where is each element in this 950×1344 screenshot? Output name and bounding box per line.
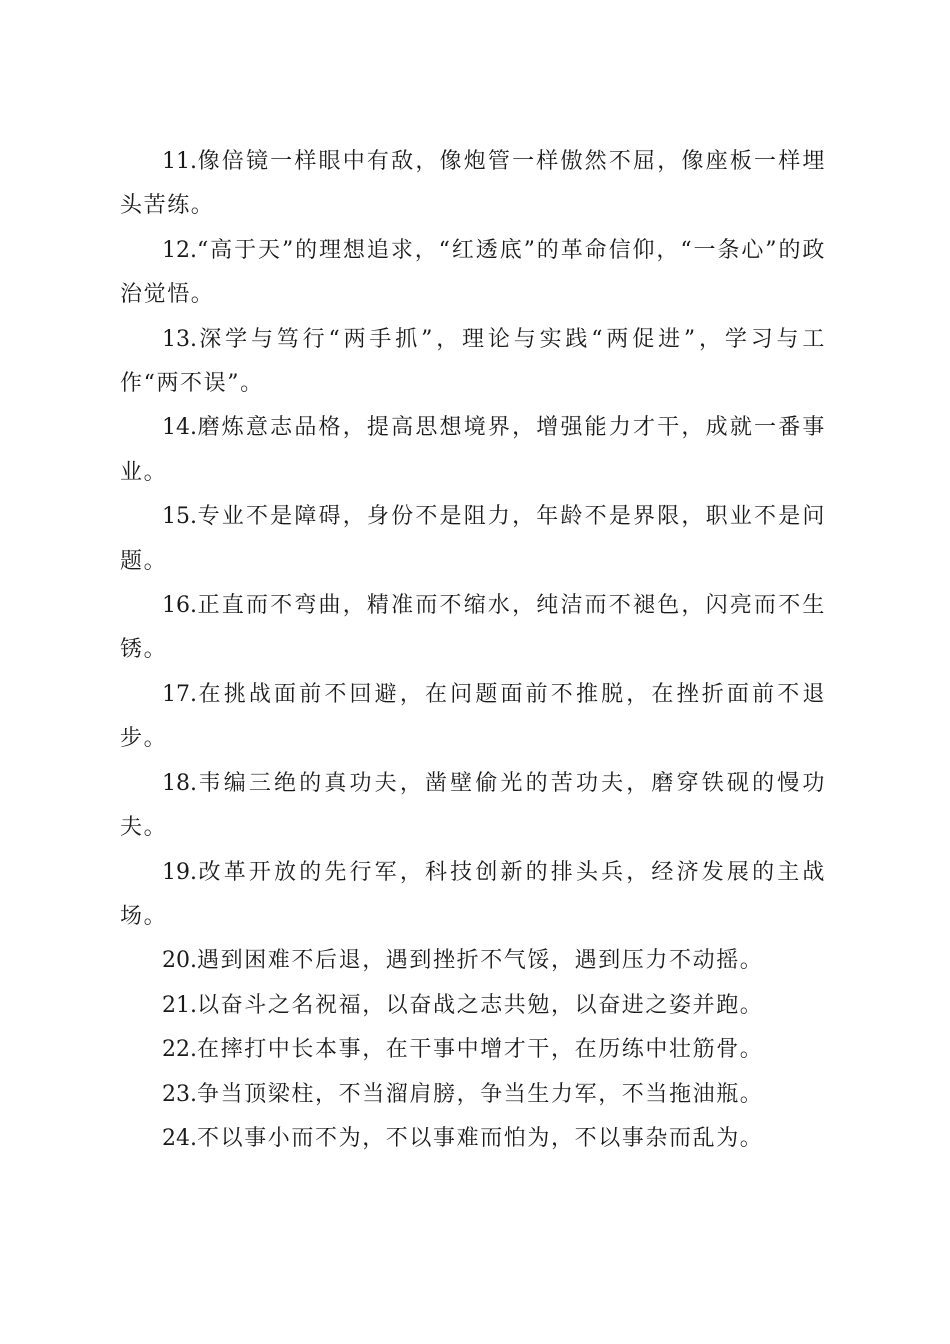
item-text: 改革开放的先行军，科技创新的排头兵，经济发展的主战场。 xyxy=(120,859,826,929)
item-text: 磨炼意志品格，提高思想境界，增强能力才干，成就一番事业。 xyxy=(120,415,826,485)
item-text: “高于天”的理想追求，“红透底”的革命信仰，“一条心”的政治觉悟。 xyxy=(120,237,826,308)
item-number: 12. xyxy=(162,237,197,263)
item-number: 20. xyxy=(162,948,197,974)
item-number: 11. xyxy=(162,149,197,174)
item-number: 21. xyxy=(162,992,197,1018)
list-item xyxy=(120,495,826,584)
list-item xyxy=(120,140,826,229)
list-item xyxy=(120,673,826,762)
list-item xyxy=(120,851,826,940)
item-number: 22. xyxy=(162,1037,197,1063)
item-text: 以奋斗之名祝福，以奋战之志共勉，以奋进之姿并跑。 xyxy=(197,992,764,1018)
item-number: 23. xyxy=(162,1081,197,1107)
document-body xyxy=(120,140,826,1161)
list-item xyxy=(120,939,826,983)
item-number: 13. xyxy=(162,326,197,352)
item-text: 在挑战面前不回避，在问题面前不推脱，在挫折面前不退步。 xyxy=(120,681,826,752)
list-item xyxy=(120,584,826,673)
item-text: 在摔打中长本事，在干事中增才干，在历练中壮筋骨。 xyxy=(197,1037,764,1063)
item-text: 不以事小而不为，不以事难而怕为，不以事杂而乱为。 xyxy=(197,1125,764,1151)
item-number: 17. xyxy=(162,681,197,707)
list-item xyxy=(120,1028,826,1072)
list-item xyxy=(120,762,826,851)
list-item xyxy=(120,1073,826,1117)
item-text: 深学与笃行“两手抓”，理论与实践“两促进”，学习与工作“两不误”。 xyxy=(120,326,826,397)
item-text: 专业不是障碍，身份不是阻力，年龄不是界限，职业不是问题。 xyxy=(120,504,826,574)
item-number: 14. xyxy=(162,415,197,441)
item-text: 遇到困难不后退，遇到挫折不气馁，遇到压力不动摇。 xyxy=(197,948,764,974)
item-number: 18. xyxy=(162,770,197,796)
item-number: 16. xyxy=(162,593,197,619)
item-text: 韦编三绝的真功夫，凿壁偷光的苦功夫，磨穿铁砚的慢功夫。 xyxy=(120,770,826,841)
item-text: 正直而不弯曲，精准而不缩水，纯洁而不褪色，闪亮而不生锈。 xyxy=(120,593,826,663)
item-text: 像倍镜一样眼中有敌，像炮管一样傲然不屈，像座板一样埋头苦练。 xyxy=(120,149,826,219)
list-item xyxy=(120,1117,826,1161)
item-number: 19. xyxy=(162,859,197,885)
list-item xyxy=(120,318,826,407)
item-number: 15. xyxy=(162,504,197,530)
list-item xyxy=(120,229,826,318)
item-number: 24. xyxy=(162,1125,197,1151)
list-item xyxy=(120,984,826,1028)
list-item xyxy=(120,406,826,495)
item-text: 争当顶梁柱，不当溜肩膀，争当生力军，不当拖油瓶。 xyxy=(197,1081,764,1107)
